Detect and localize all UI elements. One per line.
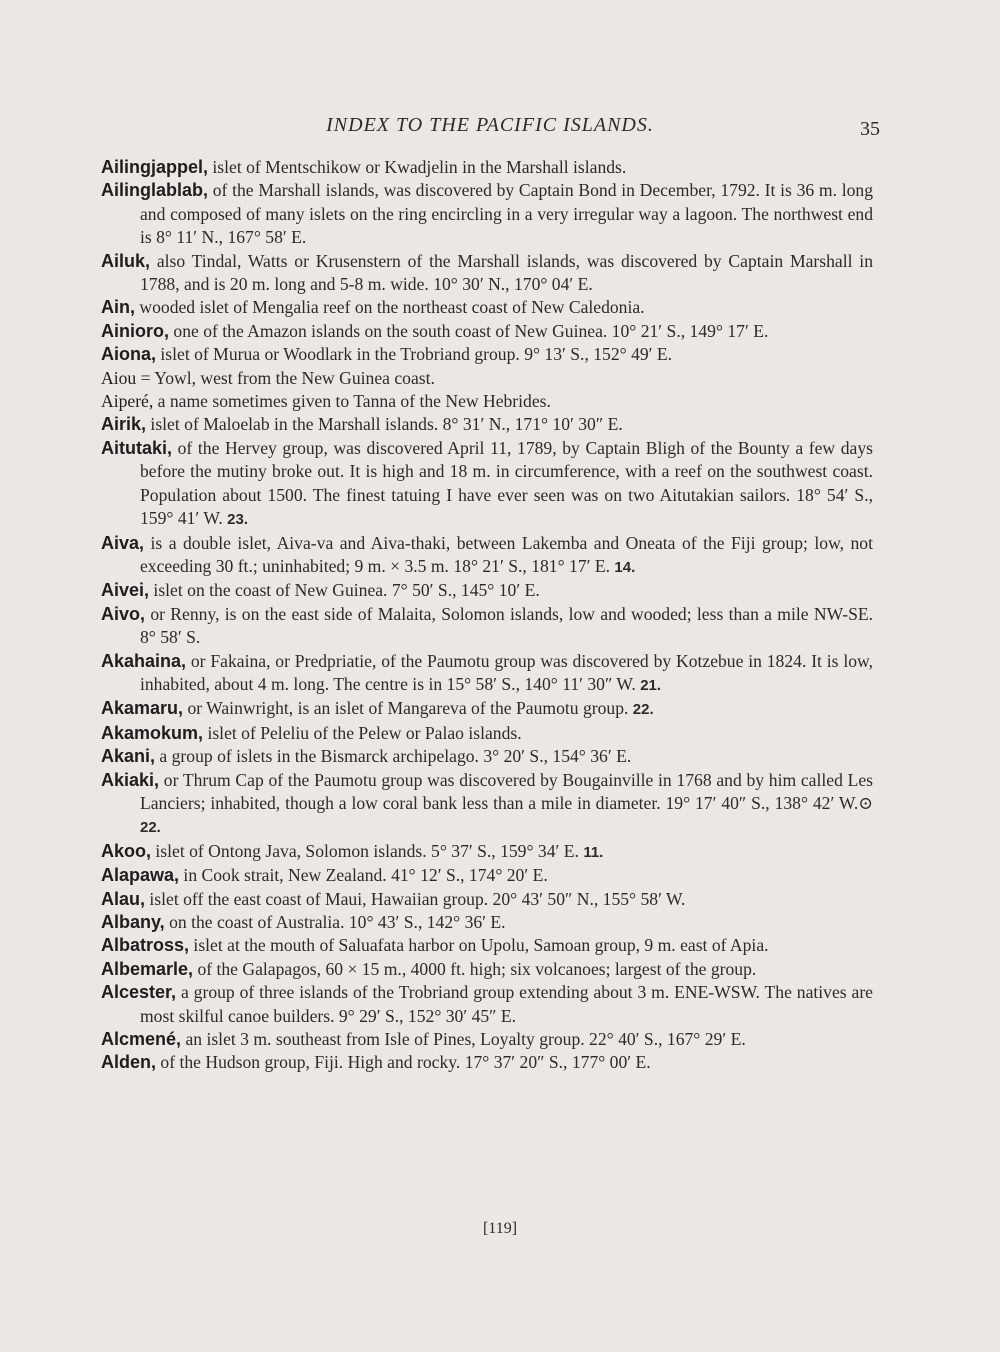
index-entry xyxy=(101,390,873,413)
index-entry xyxy=(101,840,873,864)
folio-number: [119] xyxy=(482,1220,518,1237)
entry-text: in Cook strait, New Zealand. 41° 12′ S., 174° 20′ E. xyxy=(179,865,548,886)
entry-headword: Aiou xyxy=(101,367,137,388)
entry-text: islet of Maloelab in the Marshall islands. 8° 31′ N., 171° 10′ 30″ E. xyxy=(146,414,623,435)
index-entry xyxy=(101,343,873,366)
entry-text: or Thrum Cap of the Paumotu group was discovered by Bougainville in 1768 and by him called Les Lanciers; inhabited, though a low coral bank less than a mile in diameter. 19° 17′ 40″ S., 138° 42′ W.⊙ xyxy=(140,769,873,813)
entry-headword: Albany, xyxy=(101,912,165,932)
entry-text: islet of Murua or Woodlark in the Trobriand group. 9° 13′ S., 152° 49′ E. xyxy=(156,344,673,365)
index-entry xyxy=(101,745,873,768)
entry-headword: Akoo, xyxy=(101,840,152,861)
entry-text: or Renny, is on the east side of Malaita, Solomon islands, low and wooded; less than a mile NW-SE. 8° 58′ S. xyxy=(140,603,873,648)
entry-text: islet of Peleliu of the Pelew or Palao islands. xyxy=(203,722,522,743)
index-entry xyxy=(101,911,873,934)
entry-headword: Airik, xyxy=(101,414,147,435)
entry-map-reference: 23. xyxy=(227,511,249,529)
entry-text: on the coast of Australia. 10° 43′ S., 142° 36′ E. xyxy=(164,912,506,932)
entry-text: islet on the coast of New Guinea. 7° 50′ S., 145° 10′ E. xyxy=(149,580,540,601)
index-entries xyxy=(101,156,873,1075)
entry-text: one of the Amazon islands on the south coast of New Guinea. 10° 21′ S., 149° 17′ E. xyxy=(169,320,769,341)
index-entry xyxy=(101,1028,873,1051)
index-entry xyxy=(101,532,873,580)
index-entry xyxy=(101,864,873,887)
index-entry xyxy=(101,769,873,840)
index-entry xyxy=(101,296,873,319)
index-entry xyxy=(101,579,873,602)
index-entry xyxy=(101,958,873,981)
running-title: INDEX TO THE PACIFIC ISLANDS. xyxy=(326,114,654,136)
entry-headword: Aivo, xyxy=(101,603,146,624)
entry-text: wooded islet of Mengalia reef on the northeast coast of New Caledonia. xyxy=(135,297,645,318)
entry-map-reference: 14. xyxy=(614,558,636,576)
entry-headword: Albatross, xyxy=(101,935,190,956)
entry-headword: Akiaki, xyxy=(101,769,160,790)
entry-text: of the Hervey group, was discovered April 11, 1789, by Captain Bligh of the Bounty a few days before the mutiny broke out. It is high and 18 m. in circumference, with a reef on the southwest coast. Population about 1500. The finest tatuing I have ever seen was on two Aitutakian sailors. 18° 54′ S., 159° 41′ W. xyxy=(140,437,873,529)
index-entry xyxy=(101,367,873,390)
entry-text: of the Marshall islands, was discovered by Captain Bond in December, 1792. It is 36 m. long and composed of many islets on the ring encircling in a very irregular way a lagoon. The northwest end is 8° 11′ N., 167° 58′ E. xyxy=(140,180,873,248)
index-entry xyxy=(101,697,873,721)
entry-headword: Aiona, xyxy=(101,344,157,365)
index-entry xyxy=(101,934,873,957)
index-entry xyxy=(101,650,873,698)
entry-headword: Ailuk, xyxy=(101,250,151,271)
entry-text: islet off the east coast of Maui, Hawaiian group. 20° 43′ 50″ N., 155° 58′ W. xyxy=(145,888,686,909)
entry-text: also Tindal, Watts or Krusenstern of the Marshall islands, was discovered by Captain Marshall in 1788, and is 20 m. long and 5-8 m. wide. 10° 30′ N., 170° 04′ E. xyxy=(140,250,873,295)
entry-text: or Wainwright, is an islet of Mangareva of the Paumotu group. xyxy=(183,698,629,719)
entry-headword: Albemarle, xyxy=(101,958,194,979)
entry-headword: Aiva, xyxy=(101,532,145,553)
entry-headword: Alapawa, xyxy=(101,865,180,886)
entry-map-reference: 21. xyxy=(640,676,662,694)
index-entry xyxy=(101,179,873,249)
index-entry xyxy=(101,888,873,911)
entry-headword: Alau, xyxy=(101,888,146,909)
index-entry xyxy=(101,250,873,297)
entry-text: = Yowl, west from the New Guinea coast. xyxy=(136,367,435,388)
entry-headword: Aivei, xyxy=(101,580,150,601)
entry-headword: Ain, xyxy=(101,297,135,318)
entry-headword: Alcester, xyxy=(101,982,177,1003)
entry-text: is a double islet, Aiva-va and Aiva-thaki, between Lakemba and Oneata of the Fiji group; low, not exceeding 30 ft.; uninhabited; 9 m. × 3.5 m. 18° 21′ S., 181° 17′ E. xyxy=(140,532,873,576)
entry-text: islet of Ontong Java, Solomon islands. 5° 37′ S., 159° 34′ E. xyxy=(151,840,579,861)
index-entry xyxy=(101,156,873,179)
entry-text: a name sometimes given to Tanna of the New Hebrides. xyxy=(153,391,551,412)
entry-text: a group of islets in the Bismarck archipelago. 3° 20′ S., 154° 36′ E. xyxy=(155,746,632,767)
entry-headword: Akamokum, xyxy=(101,722,204,743)
index-entry xyxy=(101,981,873,1028)
entry-text: an islet 3 m. southeast from Isle of Pines, Loyalty group. 22° 40′ S., 167° 29′ E. xyxy=(181,1029,746,1050)
entry-text: islet of Mentschikow or Kwadjelin in the Marshall islands. xyxy=(208,157,627,177)
entry-map-reference: 22. xyxy=(140,819,161,837)
entry-text: islet at the mouth of Saluafata harbor on Upolu, Samoan group, 9 m. east of Apia. xyxy=(189,935,769,956)
entry-map-reference: 11. xyxy=(583,843,604,861)
entry-headword: Alcmené, xyxy=(101,1029,182,1050)
index-entry xyxy=(101,722,873,745)
index-entry xyxy=(101,603,873,650)
entry-headword: Akamaru, xyxy=(101,698,184,719)
entry-headword: Alden, xyxy=(101,1052,157,1073)
entry-headword: Akahaina, xyxy=(101,650,187,671)
entry-text: or Fakaina, or Predpriatie, of the Paumotu group was discovered by Kotzebue in 1824. It is low, inhabited, about 4 m. long. The centre is in 15° 58′ S., 140° 11′ 30″ W. xyxy=(140,650,873,694)
entry-text: of the Hudson group, Fiji. High and rocky. 17° 37′ 20″ S., 177° 00′ E. xyxy=(156,1052,651,1073)
entry-headword: Aiperé, xyxy=(101,391,154,412)
page-number: 35 xyxy=(860,118,880,140)
entry-headword: Ailingjappel, xyxy=(101,157,209,177)
entry-headword: Aitutaki, xyxy=(101,437,173,458)
index-entry xyxy=(101,413,873,436)
entry-headword: Ailinglablab, xyxy=(101,180,209,201)
entry-headword: Ainioro, xyxy=(101,320,169,341)
index-entry xyxy=(101,320,873,343)
entry-headword: Akani, xyxy=(101,746,156,767)
index-entry xyxy=(101,1051,873,1074)
entry-text: of the Galapagos, 60 × 15 m., 4000 ft. high; six volcanoes; largest of the group. xyxy=(193,958,757,979)
index-entry xyxy=(101,437,873,532)
entry-map-reference: 22. xyxy=(632,701,654,719)
entry-text: a group of three islands of the Trobriand group extending about 3 m. ENE-WSW. The natives are most skilful canoe builders. 9° 29′ S., 152° 30′ 45″ E. xyxy=(140,982,873,1026)
page-header xyxy=(100,114,880,144)
